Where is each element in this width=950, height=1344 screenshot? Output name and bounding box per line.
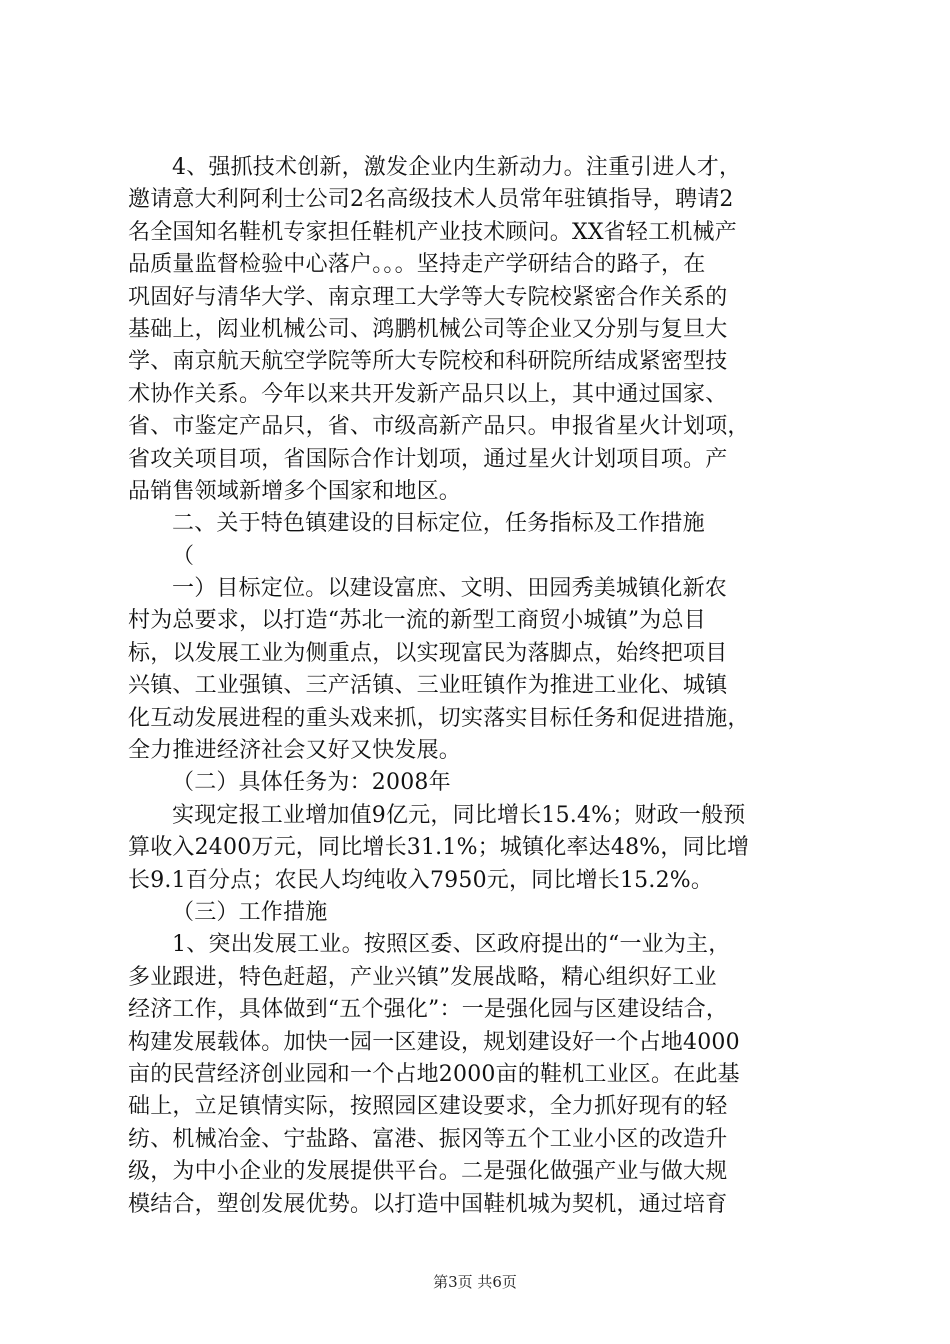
text-line: 亩的民营经济创业园和一个占地2000亩的鞋机工业区。在此基	[128, 1061, 740, 1087]
text-line: 名全国知名鞋机专家担任鞋机产业技术顾问。XX省轻工机械产	[128, 219, 737, 245]
text-line: 算收入2400万元，同比增长31.1%；城镇化率达48%，同比增	[128, 835, 750, 861]
text-line: 化互动发展进程的重头戏来抓，切实落实目标任务和促进措施，	[128, 705, 750, 731]
text-line: 省攻关项目项，省国际合作计划项，通过星火计划项目项。产	[128, 446, 728, 472]
text-line: 础上，立足镇情实际，按照园区建设要求，全力抓好现有的轻	[128, 1094, 728, 1120]
text-line: （	[172, 543, 195, 569]
text-line: 4、强抓技术创新，激发企业内生新动力。注重引进人才，	[172, 155, 742, 180]
text-line: 兴镇、工业强镇、三产活镇、三业旺镇作为推进工业化、城镇	[128, 673, 728, 699]
text-line: 1、突出发展工业。按照区委、区政府提出的“一业为主，	[172, 932, 731, 958]
text-line: 多业跟进，特色赶超，产业兴镇”发展战略，精心组织好工业	[128, 964, 717, 990]
text-line: 品销售领域新增多个国家和地区。	[128, 478, 462, 504]
text-line: 村为总要求，以打造“苏北一流的新型工商贸小城镇”为总目	[128, 608, 706, 634]
text-line: 长9.1百分点；农民人均纯收入7950元，同比增长15.2%。	[128, 867, 714, 893]
text-line: （三）工作措施	[172, 899, 328, 925]
text-line: 实现定报工业增加值9亿元，同比增长15.4%；财政一般预	[172, 802, 746, 828]
text-line: （二）具体任务为：2008年	[172, 770, 451, 796]
text-line: 标，以发展工业为侧重点，以实现富民为落脚点，始终把项目	[128, 640, 728, 666]
text-line: 巩固好与清华大学、南京理工大学等大专院校紧密合作关系的	[128, 284, 728, 310]
text-line: 术协作关系。今年以来共开发新产品只以上，其中通过国家、	[128, 381, 728, 407]
text-line: 经济工作，具体做到“五个强化”：一是强化园与区建设结合，	[128, 997, 729, 1023]
document-body	[128, 152, 833, 1221]
text-line: 级，为中小企业的发展提供平台。二是强化做强产业与做大规	[128, 1159, 728, 1185]
text-line: 省、市鉴定产品只，省、市级高新产品只。申报省星火计划项，	[128, 414, 750, 440]
text-line: 一）目标定位。以建设富庶、文明、田园秀美城镇化新农	[172, 576, 728, 602]
text-line: 全力推进经济社会又好又快发展。	[128, 738, 462, 764]
text-line: 纺、机械冶金、宁盐路、富港、振冈等五个工业小区的改造升	[128, 1126, 728, 1152]
text-line: 邀请意大利阿利士公司2名高级技术人员常年驻镇指导，聘请2	[128, 187, 734, 213]
text-line: 品质量监督检验中心落户。。。坚持走产学研结合的路子，在	[128, 252, 706, 278]
page-footer: 第3页 共6页	[433, 1273, 517, 1291]
text-line: 学、南京航天航空学院等所大专院校和科研院所结成紧密型技	[128, 349, 728, 375]
text-line: 构建发展载体。加快一园一区建设，规划建设好一个占地4000	[128, 1029, 740, 1055]
text-line: 基础上，闳业机械公司、鸿鹏机械公司等企业又分别与复旦大	[128, 316, 728, 342]
text-line: 模结合，塑创发展优势。以打造中国鞋机城为契机，通过培育	[128, 1191, 728, 1217]
text-line: 二、关于特色镇建设的目标定位，任务指标及工作措施	[172, 511, 705, 537]
